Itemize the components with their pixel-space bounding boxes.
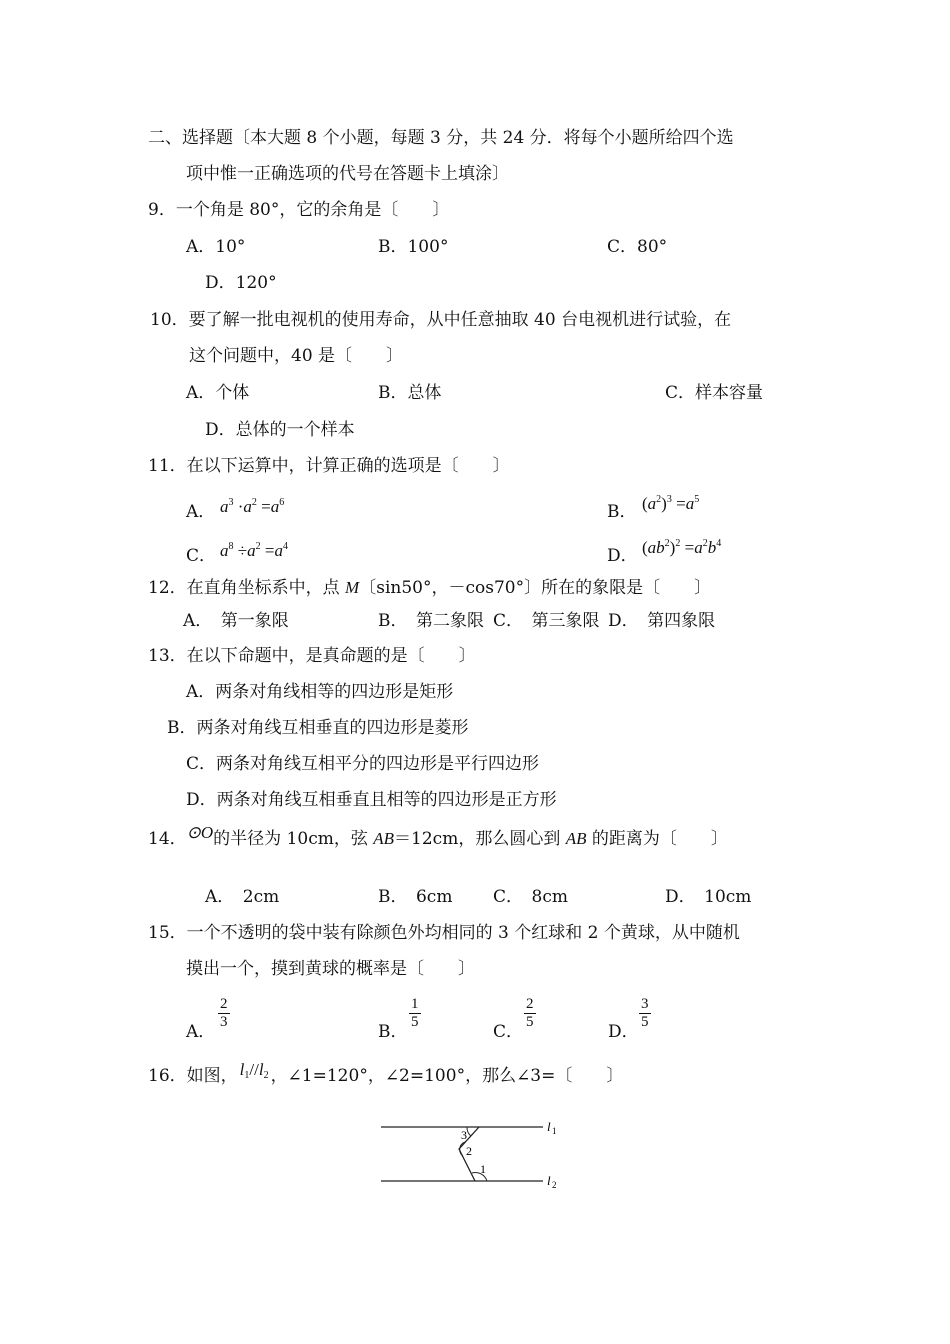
question-stem-cont: 摸出一个，摸到黄球的概率是〔 〕: [186, 959, 475, 979]
option-c: C． 第三象限: [493, 611, 600, 631]
line-l2-label: l: [547, 1173, 551, 1188]
option-label: C．: [186, 546, 217, 566]
chord-label: AB: [565, 829, 587, 848]
question-number: 16．如图，: [148, 1066, 238, 1086]
option-a: A．个体: [186, 383, 250, 403]
numerator: 2: [526, 996, 534, 1012]
line-l2-subscript: 2: [552, 1180, 557, 1190]
option-b: B．: [378, 1022, 408, 1042]
circle-o-label: ⊙O: [186, 823, 214, 842]
stem-text: 〔sin50°，－cos70°〕所在的象限是〔 〕: [359, 578, 712, 598]
option-d: D．120°: [205, 273, 277, 293]
parallel-lines-figure: [375, 1112, 575, 1194]
question-stem: 15．一个不透明的袋中装有除颜色外均相同的 3 个红球和 2 个黄球，从中随机: [148, 923, 740, 943]
option-a: A．: [186, 1022, 216, 1042]
numerator: 3: [641, 996, 649, 1012]
question-stem: 9．一个角是 80°，它的余角是〔 〕: [148, 200, 450, 220]
question-stem-cont: 这个问题中，40 是〔 〕: [189, 346, 404, 366]
option-d: [607, 545, 638, 567]
option-c: C． 8cm: [493, 887, 568, 907]
stem-text: 的距离为〔 〕: [586, 829, 728, 849]
denominator: 3: [220, 1014, 228, 1030]
option-b-formula: $(a^2)^3 =a^5$: [642, 494, 700, 513]
stem-text: ，∠1=120°，∠2=100°，那么∠3=〔 〕: [270, 1066, 624, 1086]
denominator: 5: [411, 1014, 419, 1030]
section-heading-cont: 项中惟一正确选项的代号在答题卡上填涂〕: [186, 164, 509, 184]
option-b: B． 6cm: [378, 887, 453, 907]
chord-label: AB: [373, 829, 395, 848]
stem-text: 12．在直角坐标系中，点: [148, 578, 346, 598]
option-d: D．两条对角线互相垂直且相等的四边形是正方形: [186, 790, 557, 810]
section-heading: 二、选择题〔本大题 8 个小题，每题 3 分，共 24 分．将每个小题所给四个选: [148, 128, 734, 148]
option-c-fraction: [524, 996, 536, 1031]
question-number: 14．: [148, 829, 187, 849]
option-a: A． 2cm: [205, 887, 280, 907]
option-b: B． 第二象限: [378, 611, 484, 631]
angle-3-label: 3: [461, 1128, 467, 1142]
angle-2-label: 2: [466, 1144, 472, 1158]
question-stem: [148, 823, 728, 850]
question-stem: [148, 1060, 624, 1087]
question-stem: 11．在以下运算中，计算正确的选项是〔 〕: [148, 456, 510, 476]
option-d: D．: [608, 1022, 639, 1042]
option-a: A．两条对角线相等的四边形是矩形: [186, 682, 454, 702]
option-c: C．: [493, 1022, 524, 1042]
option-b: B．两条对角线互相垂直的四边形是菱形: [167, 718, 469, 738]
parallel-expression: $l_1//l_2$: [239, 1060, 269, 1081]
stem-text: ＝12cm，那么圆心到: [394, 829, 566, 849]
option-c: [186, 545, 216, 567]
point-label: M: [345, 578, 360, 597]
option-c: C．样本容量: [665, 383, 764, 403]
option-a: A． 第一象限: [183, 611, 289, 631]
option-a-formula: $a^3 \cdot a^2 =a^6$: [220, 497, 285, 516]
angle-3-arc: [467, 1127, 471, 1136]
stem-text: 的半径为 10cm，弦: [213, 829, 374, 849]
option-label: A．: [186, 502, 216, 522]
option-b: [607, 501, 637, 523]
option-b: B．总体: [378, 383, 442, 403]
denominator: 5: [526, 1014, 534, 1030]
option-label: B．: [607, 502, 637, 522]
option-c-formula: $a^8 \div a^2 =a^4$: [220, 541, 288, 560]
question-stem: [148, 577, 711, 599]
option-d: D． 第四象限: [608, 611, 716, 631]
numerator: 1: [411, 996, 419, 1012]
numerator: 2: [220, 996, 228, 1012]
angle-1-label: 1: [480, 1162, 486, 1176]
option-a: A．10°: [186, 237, 246, 257]
option-d: D．总体的一个样本: [205, 420, 355, 440]
option-d: D． 10cm: [665, 887, 752, 907]
option-b-fraction: [409, 996, 421, 1031]
option-d-formula: $(ab^2)^2 =a^2b^4$: [642, 538, 722, 557]
line-l1-subscript: 1: [552, 1126, 557, 1136]
option-a: [186, 501, 215, 523]
option-c: C．两条对角线互相平分的四边形是平行四边形: [186, 754, 540, 774]
option-c: C．80°: [607, 237, 668, 257]
option-a-fraction: [218, 996, 230, 1031]
question-stem: 10．要了解一批电视机的使用寿命，从中任意抽取 40 台电视机进行试验，在: [150, 310, 732, 330]
question-stem: 13．在以下命题中，是真命题的是〔 〕: [148, 646, 476, 666]
option-d-fraction: [639, 996, 651, 1031]
option-label: D．: [607, 546, 638, 566]
line-l1-label: l: [547, 1119, 551, 1134]
denominator: 5: [641, 1014, 649, 1030]
option-b: B．100°: [378, 237, 449, 257]
